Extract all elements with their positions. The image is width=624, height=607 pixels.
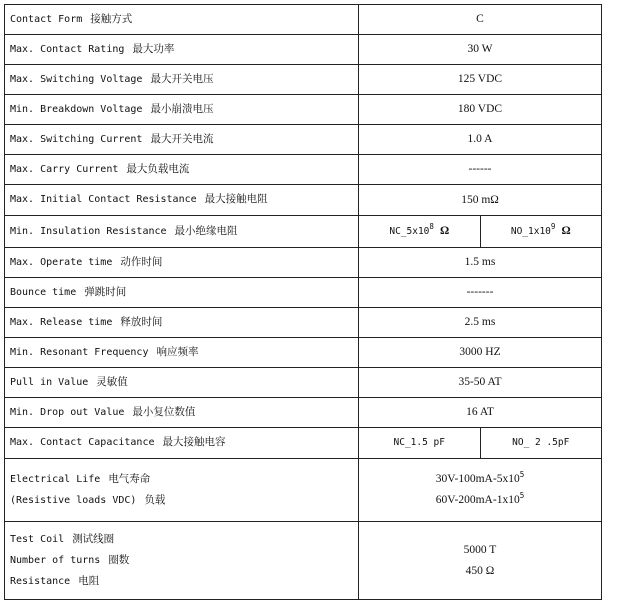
exponent: 9 [550, 222, 556, 232]
label-zh: 负载 [144, 494, 166, 506]
row-label [5, 95, 359, 125]
label-zh: 最小复位数值 [132, 405, 196, 418]
label-zh: 电气寿命 [108, 473, 151, 485]
value-text: 60V-200mA-1x10 [435, 494, 520, 506]
label-en: Max. Contact Capacitance [10, 437, 155, 449]
label-zh: 释放时间 [120, 315, 163, 328]
row-label [5, 216, 359, 248]
row-value [359, 155, 602, 185]
row-label [5, 338, 359, 368]
specification-table [4, 4, 602, 600]
row-value [359, 368, 602, 398]
table-row [5, 459, 602, 522]
table-row [5, 428, 602, 459]
label-line [10, 490, 353, 511]
label-en: Min. Insulation Resistance [10, 225, 167, 237]
row-value-no [480, 216, 602, 248]
unit-symbol: Ω [439, 225, 450, 238]
row-label [5, 155, 359, 185]
label-zh: 弹跳时间 [84, 285, 127, 298]
label-zh: 圈数 [108, 554, 130, 566]
label-zh: 动作时间 [120, 255, 163, 268]
row-value [359, 308, 602, 338]
value-text: 125 VDC [457, 73, 503, 86]
label-zh: 最大接触电容 [162, 436, 226, 449]
row-value-nc [359, 428, 481, 459]
row-value [359, 248, 602, 278]
label-en: Max. Initial Contact Resistance [10, 194, 197, 206]
row-label [5, 308, 359, 338]
label-zh: 最小崩溃电压 [150, 102, 214, 115]
value-line [364, 469, 596, 490]
value-text: 5000 T [463, 543, 497, 556]
value-text: 30V-100mA-5x10 [435, 473, 520, 485]
label-zh: 最大负载电流 [126, 162, 190, 175]
row-value-no [480, 428, 602, 459]
row-value [359, 185, 602, 216]
row-value [359, 459, 602, 522]
label-line [10, 571, 353, 592]
value-text: 150 mΩ [461, 193, 499, 206]
value-line [364, 490, 596, 511]
label-zh: 最大开关电流 [150, 132, 214, 145]
label-zh: 接触方式 [90, 12, 133, 25]
value-text: NO_1x10 [510, 226, 551, 238]
value-text: NC_5x10 [389, 226, 430, 238]
row-value [359, 125, 602, 155]
row-value-nc [359, 216, 481, 248]
label-en: Min. Drop out Value [10, 406, 125, 418]
row-label [5, 459, 359, 522]
value-text: NC_1.5 pF [393, 437, 445, 449]
label-line [10, 529, 353, 550]
row-label [5, 35, 359, 65]
label-en: (Resistive loads VDC) [10, 495, 137, 506]
label-en: Test Coil [10, 534, 65, 545]
table-row [5, 5, 602, 35]
label-en: Electrical Life [10, 474, 101, 485]
row-label [5, 278, 359, 308]
label-en: Contact Form [10, 13, 83, 25]
value-text: 35-50 AT [458, 376, 502, 389]
row-value [359, 65, 602, 95]
value-text: 30 W [467, 43, 493, 56]
value-text: 2.5 ms [464, 316, 496, 329]
label-en: Resistance [10, 576, 71, 587]
value-line [364, 540, 596, 561]
label-line [10, 469, 353, 490]
label-zh: 最大接触电阻 [204, 193, 268, 206]
table-row [5, 65, 602, 95]
unit-symbol: Ω [561, 225, 571, 238]
table-row [5, 95, 602, 125]
row-value [359, 5, 602, 35]
row-label [5, 65, 359, 95]
label-en: Max. Release time [10, 316, 113, 328]
row-label [5, 368, 359, 398]
row-value [359, 338, 602, 368]
row-value [359, 35, 602, 65]
label-en: Max. Carry Current [10, 163, 119, 175]
label-en: Min. Breakdown Voltage [10, 103, 143, 115]
label-en: Max. Contact Rating [10, 43, 125, 55]
exponent: 5 [519, 470, 525, 479]
label-en: Max. Operate time [10, 256, 113, 268]
value-text: 180 VDC [457, 103, 503, 116]
row-label [5, 125, 359, 155]
label-en: Bounce time [10, 286, 77, 298]
value-text: ------ [468, 163, 492, 176]
label-line [10, 550, 353, 571]
table-row [5, 125, 602, 155]
table-row [5, 216, 602, 248]
label-zh: 响应频率 [156, 345, 199, 358]
table-row [5, 368, 602, 398]
label-en: Number of turns [10, 555, 101, 566]
row-value [359, 278, 602, 308]
label-en: Pull in Value [10, 376, 89, 388]
value-text: NO_ 2 .5pF [512, 437, 570, 449]
value-text: 1.5 ms [464, 256, 496, 269]
row-label [5, 428, 359, 459]
table-row [5, 185, 602, 216]
value-text: 450 Ω [465, 564, 495, 577]
label-zh: 电阻 [78, 575, 100, 587]
label-zh: 灵敏值 [96, 375, 128, 388]
label-en: Min. Resonant Frequency [10, 346, 149, 358]
value-text: C [476, 13, 484, 26]
exponent: 5 [519, 491, 525, 500]
table-row [5, 338, 602, 368]
row-label [5, 398, 359, 428]
row-value [359, 398, 602, 428]
table-row [5, 278, 602, 308]
table-row [5, 398, 602, 428]
value-line [364, 561, 596, 582]
label-en: Max. Switching Current [10, 133, 143, 145]
row-value [359, 522, 602, 600]
label-zh: 测试线圈 [72, 533, 115, 545]
value-text: 16 AT [466, 406, 494, 419]
row-label [5, 522, 359, 600]
value-text: ------- [466, 286, 494, 299]
label-en: Max. Switching Voltage [10, 73, 143, 85]
label-zh: 最小绝缘电阻 [174, 224, 238, 237]
value-text: 3000 HZ [459, 346, 501, 359]
row-value [359, 95, 602, 125]
table-row [5, 522, 602, 600]
row-label [5, 185, 359, 216]
row-label [5, 248, 359, 278]
row-label [5, 5, 359, 35]
value-text: 1.0 A [467, 133, 493, 146]
table-row [5, 35, 602, 65]
label-zh: 最大开关电压 [150, 72, 214, 85]
label-zh: 最大功率 [132, 42, 175, 55]
table-row [5, 155, 602, 185]
table-row [5, 248, 602, 278]
exponent: 8 [429, 222, 434, 232]
table-row [5, 308, 602, 338]
